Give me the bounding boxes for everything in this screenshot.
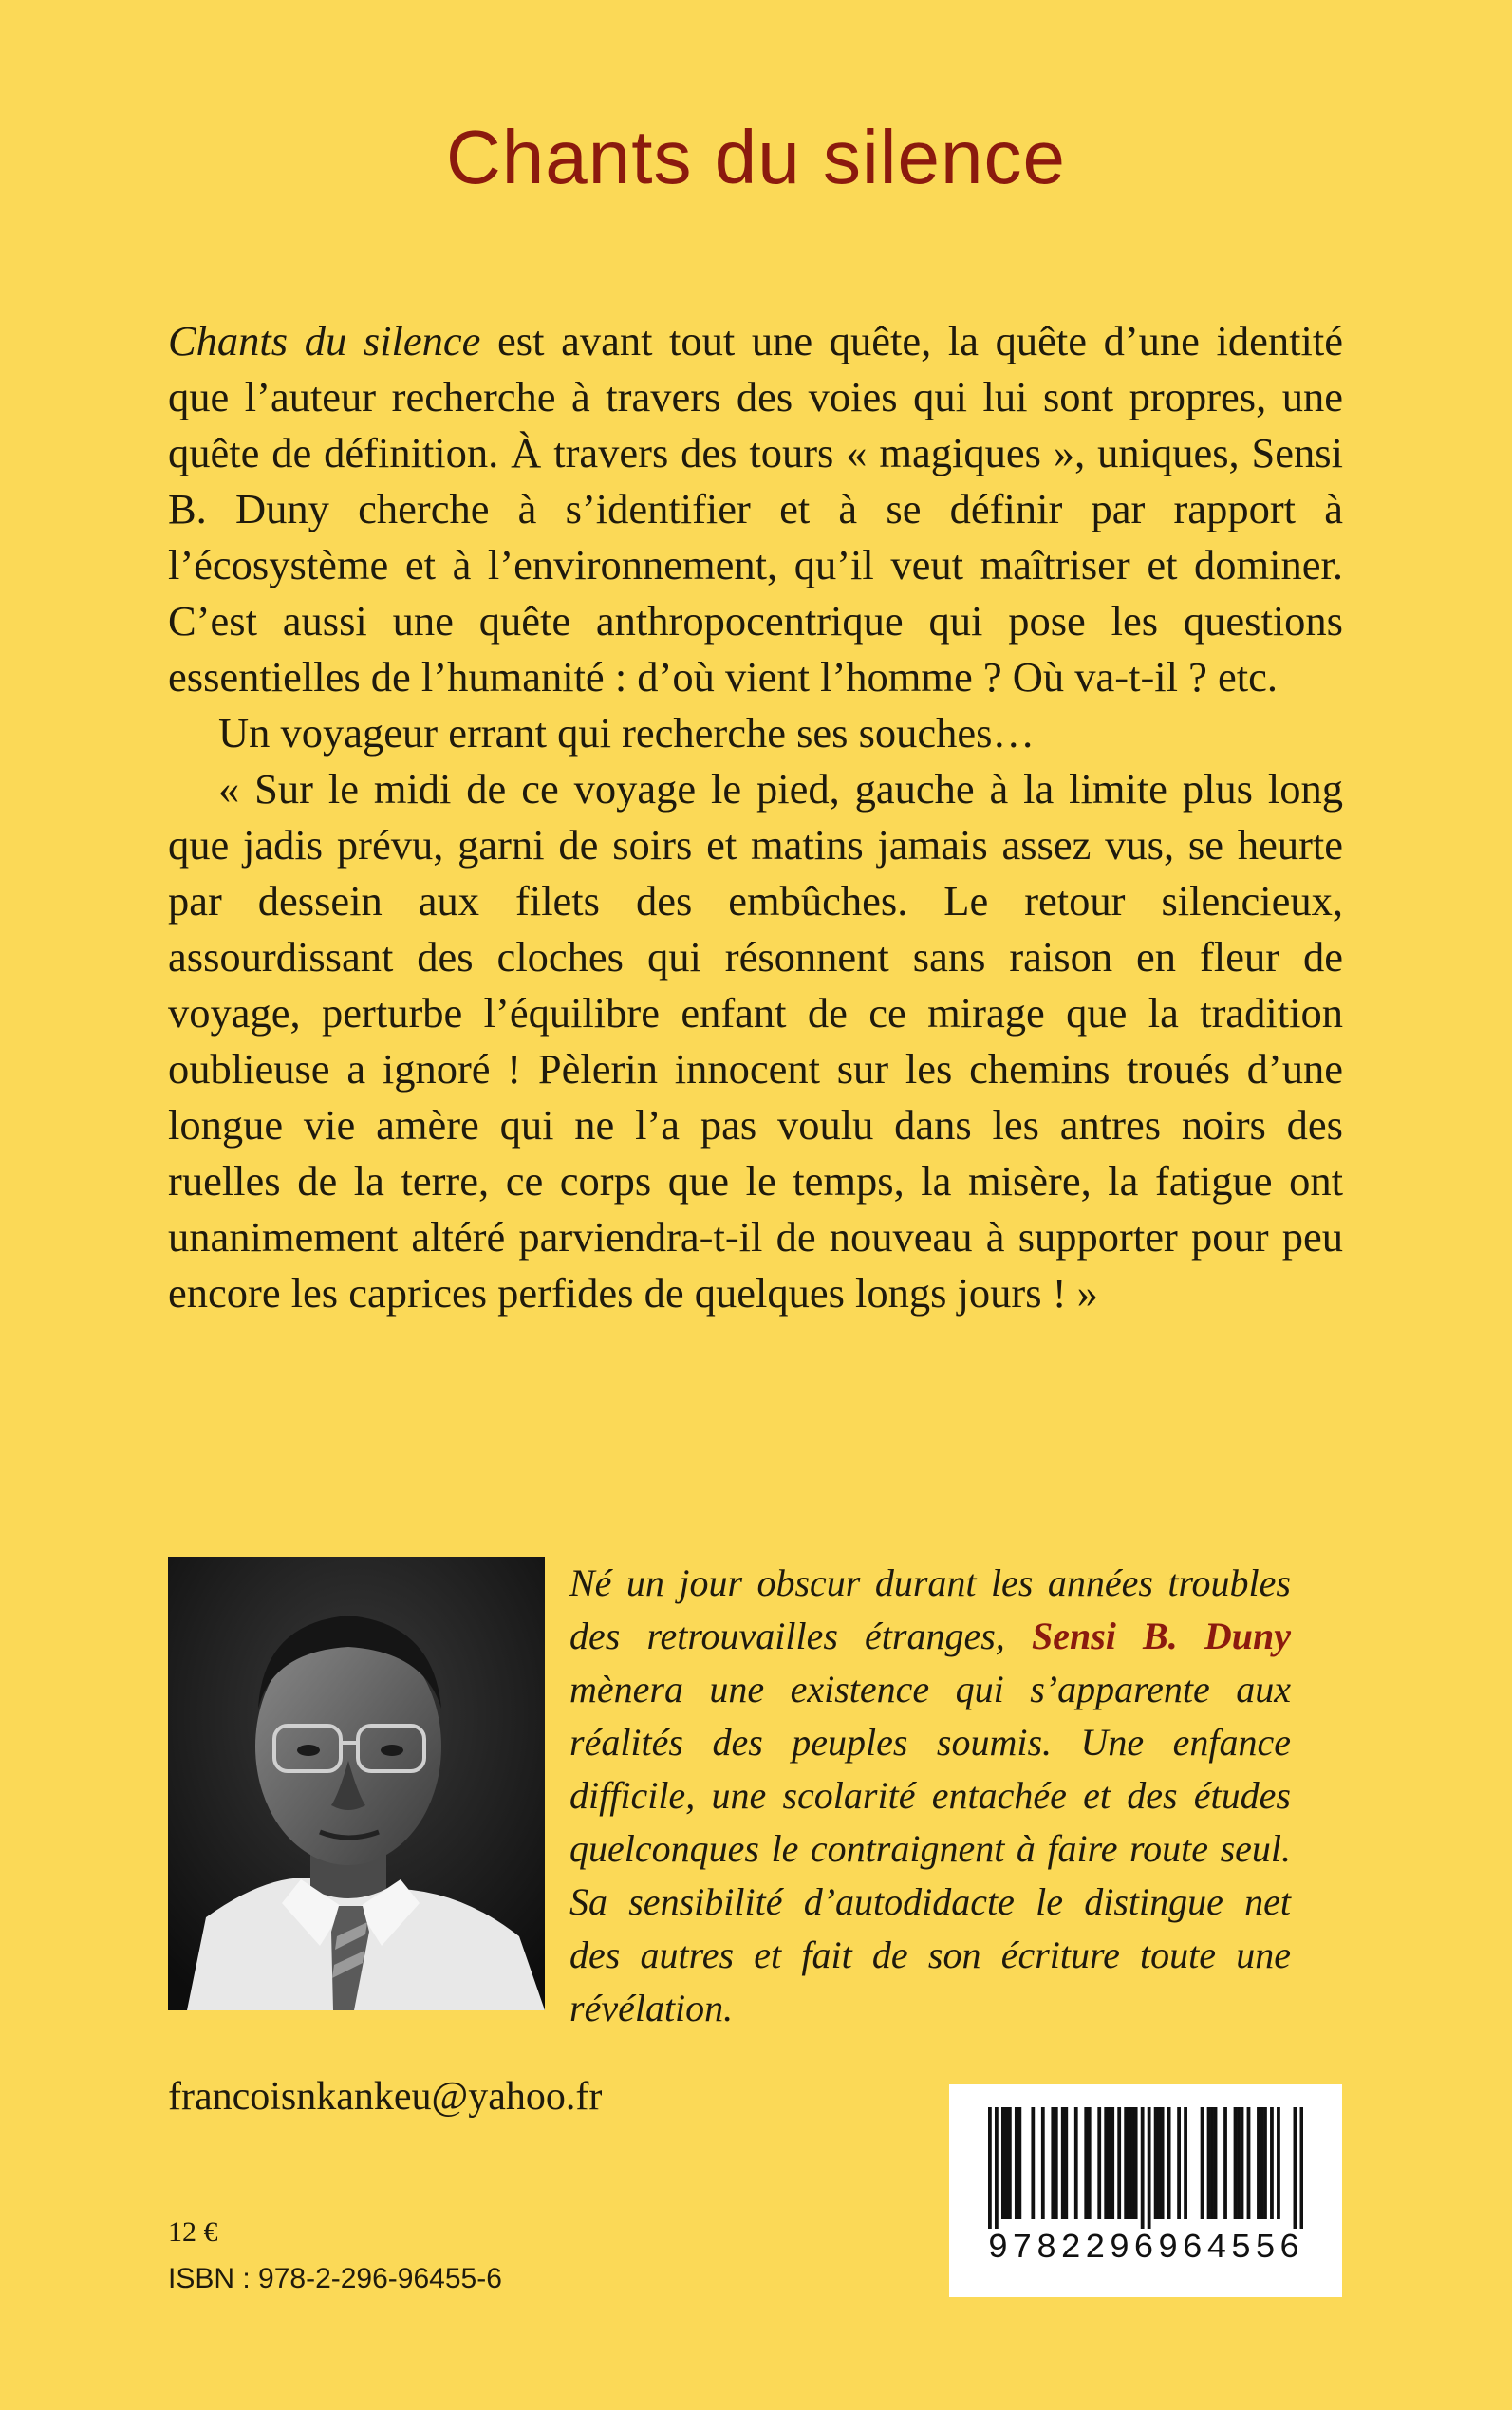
barcode-bar [1214,2107,1218,2219]
barcode-bar [1177,2107,1181,2219]
barcode-bar [1257,2107,1260,2219]
barcode-digits: 9782296964556 [987,2229,1304,2268]
back-cover-blurb [168,313,1343,1321]
barcode-bar [1263,2107,1267,2219]
barcode-bar [1134,2107,1138,2219]
barcode-bar [1157,2107,1161,2219]
author-name: Sensi B. Duny [1031,1615,1291,1657]
barcode-bar [1277,2107,1280,2219]
barcode-bar [1260,2107,1264,2219]
blurb-paragraph-2: Un voyageur errant qui recherche ses souches… [218,709,1035,757]
barcode-bar [1104,2107,1108,2219]
barcode-bar [1017,2107,1021,2219]
barcode-bar [1015,2107,1018,2219]
isbn-label: ISBN : 978-2-296-96455-6 [168,2263,502,2294]
barcode-bar [1237,2107,1241,2219]
blurb-title-italic: Chants du silence [168,317,481,364]
barcode-bar [1084,2107,1088,2219]
barcode-bar [1051,2107,1055,2219]
barcode-bar [1300,2107,1303,2229]
barcode-bar [1004,2107,1008,2219]
barcode-bar [1124,2107,1128,2219]
author-bio-rest: mènera une existence qui s’apparente aux réalités des peuples soumis. Une enfance difficile, une scolarité entachée et des études quelconques le contraignent à faire route seul. Sa sensibilité d’autodidacte le distingue net des autres et fait de son écriture toute une révélation. [569,1668,1291,2029]
barcode-bar [988,2107,992,2229]
barcode-bar [1141,2107,1145,2229]
barcode-bar [1148,2107,1151,2229]
barcode-bar [1294,2107,1297,2229]
barcode-bar [1247,2107,1251,2219]
barcode-bar [1154,2107,1158,2219]
blurb-paragraph-1-text: est avant tout une quête, la quête d’une identité que l’auteur recherche à travers des voies qui lui sont propres, une quête de définition. À travers des tours « magiques », uniques, Sensi B. Duny cherche à s’identifier et à se définir par rapport à l’écosystème et à l’environnement, qu’il veut maîtriser et dominer. C’est aussi une quête anthropocentrique qui pose les questions essentielles de l’humanité : d’où vient l’homme ? Où va-t-il ? etc. [168,317,1343,701]
blurb-paragraph-1 [168,313,1343,705]
author-bio [569,1557,1291,2035]
barcode-bar [1117,2107,1121,2219]
barcode-bar [1128,2107,1131,2219]
barcode-bars [988,2107,1303,2229]
barcode-bar [1111,2107,1114,2219]
author-email[interactable]: francoisnkankeu@yahoo.fr [168,2075,603,2119]
author-portrait-image [168,1557,545,2010]
book-title: Chants du silence [446,115,1066,199]
barcode [949,2084,1342,2297]
barcode-bar [1074,2107,1078,2219]
barcode-bar [1055,2107,1058,2219]
barcode-bar [1108,2107,1111,2219]
author-bio-intro: Né un jour obscur durant les années troubles des retrouvailles étranges, [569,1561,1291,1657]
barcode-bar [1130,2107,1134,2219]
barcode-bar [1234,2107,1238,2219]
barcode-bar [1041,2107,1045,2219]
barcode-bar [1223,2107,1227,2219]
barcode-bar [1001,2107,1005,2219]
barcode-bar [1270,2107,1274,2219]
price-label: 12 € [168,2216,218,2248]
barcode-bar [995,2107,999,2229]
barcode-bar [1201,2107,1204,2219]
barcode-bar [1088,2107,1092,2219]
blurb-quote: « Sur le midi de ce voyage le pied, gauche à la limite plus long que jadis prévu, garni de soirs et matins jamais assez vus, se heurte par dessein aux filets des embûches. Le retour silencieux, assourdissant des cloches qui résonnent sans raison en fleur de voyage, perturbe l’équilibre enfant de ce mirage que la tradition oublieuse a ignoré ! Pèlerin innocent sur les chemins troués d’une longue vie amère qui ne l’a pas voulu dans les antres noirs des ruelles de la terre, ce corps que le temps, la misère, la fatigue ont unanimement altéré parviendra-t-il de nouveau à supporter pour peu encore les caprices perfides de quelques longs jours ! » [168,765,1343,1317]
author-photo [168,1557,545,2010]
barcode-bar [1167,2107,1171,2219]
barcode-bar [1064,2107,1068,2219]
barcode-bar [1241,2107,1244,2219]
barcode-bar [1008,2107,1012,2219]
barcode-bar [1031,2107,1035,2219]
barcode-bar [1097,2107,1101,2219]
barcode-bar [1061,2107,1065,2219]
barcode-bar [1207,2107,1211,2219]
barcode-bar [1210,2107,1214,2219]
barcode-bar [1161,2107,1165,2219]
barcode-bar [1184,2107,1187,2219]
